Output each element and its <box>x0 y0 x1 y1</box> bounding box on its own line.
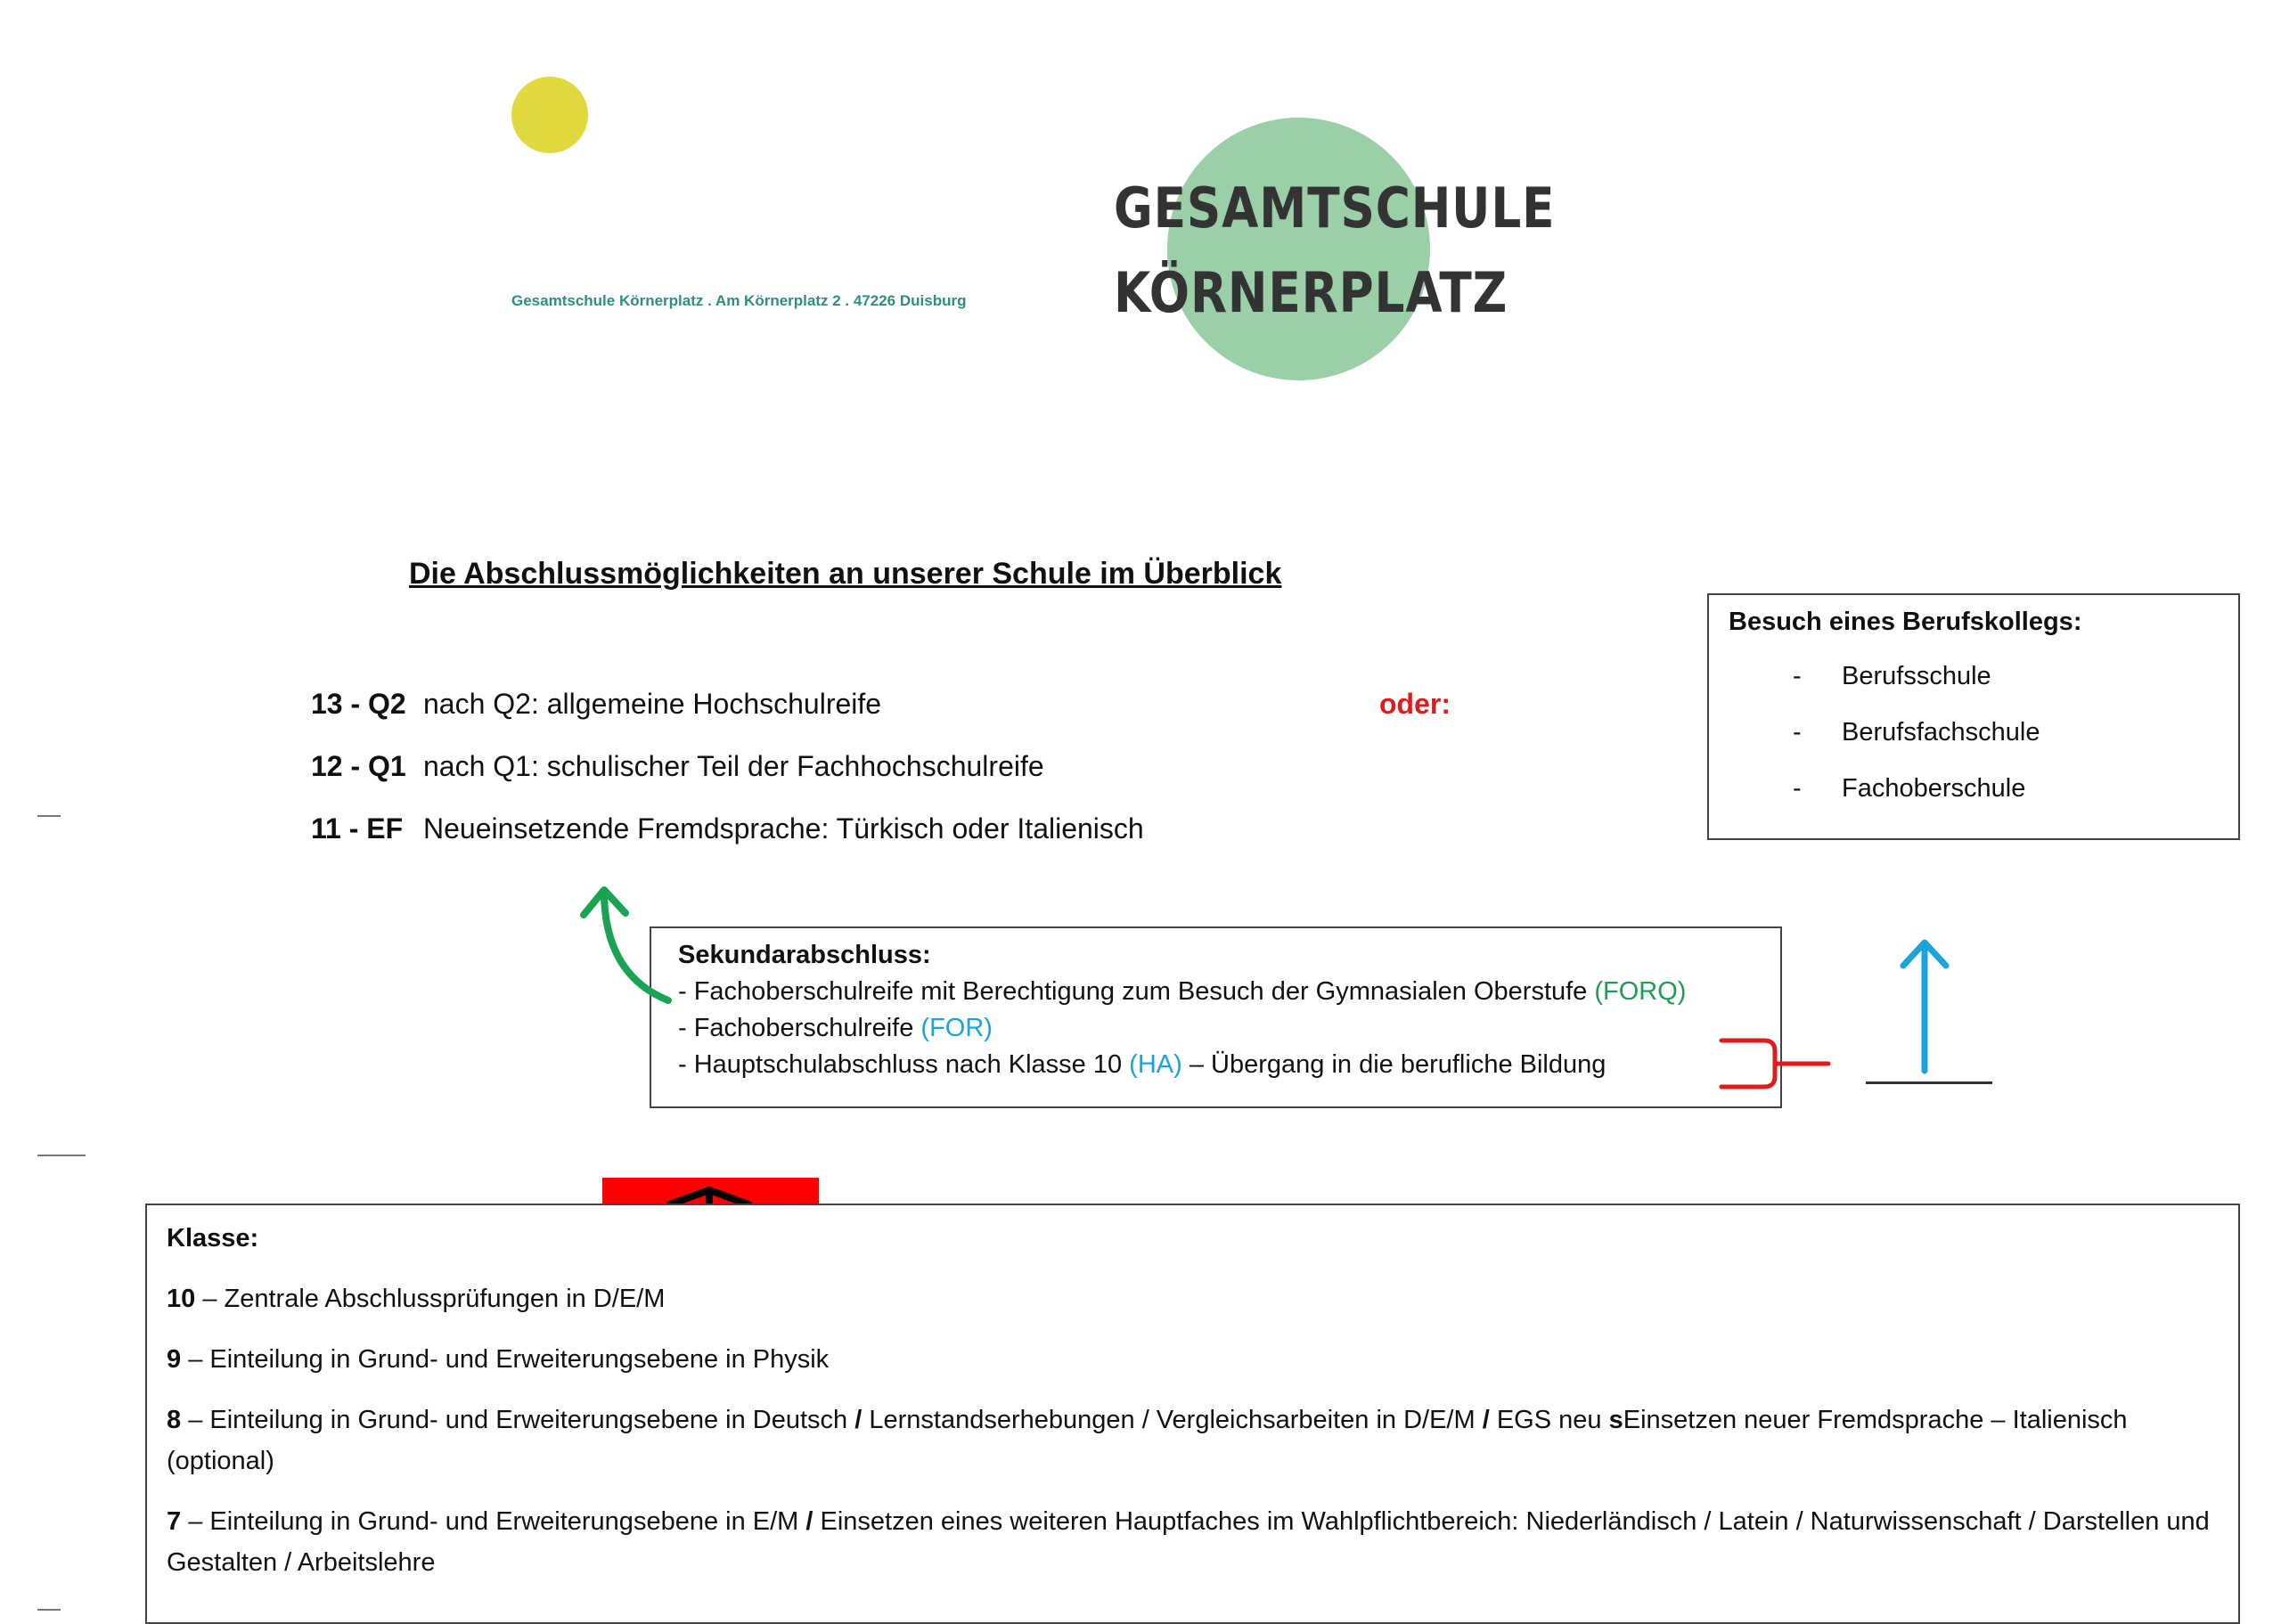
margin-mark <box>37 1155 86 1156</box>
logo-line-2: KÖRNERPLATZ <box>1114 260 1508 325</box>
klasse-text: – Einteilung in Grund- und Erweiterungsebene in E/M <box>181 1507 806 1536</box>
list-dash: - <box>1793 662 1802 690</box>
sekundar-line-text: – Übergang in die berufliche Bildung <box>1181 1050 1607 1079</box>
klasse-number: 7 <box>167 1507 182 1536</box>
sekundar-title: Sekundarabschluss: <box>678 941 931 969</box>
klasse-title: Klasse: <box>167 1224 259 1253</box>
sekundar-line-text: - Hauptschulabschluss nach Klasse 10 <box>678 1050 1130 1079</box>
klasse-bold-letter: s <box>1608 1406 1623 1434</box>
logo-line-1: GESAMTSCHULE <box>1114 175 1556 241</box>
berufskolleg-item-label: Fachoberschule <box>1842 774 2026 803</box>
list-dash: - <box>1793 718 1802 747</box>
klasse-number: 9 <box>167 1345 182 1374</box>
forq-tag: (FORQ) <box>1594 977 1687 1006</box>
green-circle <box>1167 118 1430 380</box>
berufskolleg-item-label: Berufsfachschule <box>1842 718 2040 747</box>
klasse-row-9 <box>167 1339 2219 1380</box>
sekundar-line-text: - Fachoberschulreife <box>678 1014 921 1042</box>
berufskolleg-item <box>1729 662 2219 691</box>
margin-mark <box>37 815 61 817</box>
yellow-circle <box>511 77 588 153</box>
grade-level: 11 - EF <box>311 812 404 845</box>
page-title: Die Abschlussmöglichkeiten an unserer Schule im Überblick <box>409 557 1282 591</box>
klasse-box <box>145 1204 2240 1624</box>
baseline-line <box>1866 1081 1992 1084</box>
klasse-row-7 <box>167 1501 2219 1583</box>
grade-row-13 <box>311 688 881 721</box>
klasse-text: – Zentrale Abschlussprüfungen in D/E/M <box>195 1285 666 1313</box>
berufskolleg-title: Besuch eines Berufskollegs: <box>1729 608 2082 636</box>
klasse-text: Einsetzen neuer Fremdsprache – Italienisch (optional) <box>167 1406 2128 1475</box>
berufskolleg-item <box>1729 718 2219 747</box>
klasse-separator: / <box>1482 1406 1490 1434</box>
red-brace-icon <box>1718 1033 1834 1096</box>
berufskolleg-item <box>1729 774 2219 804</box>
klasse-number: 10 <box>167 1285 196 1313</box>
grade-row-11 <box>311 812 1144 845</box>
red-rectangle <box>602 1178 819 1204</box>
berufskolleg-box <box>1707 593 2240 840</box>
grade-level: 12 - Q1 <box>311 750 406 782</box>
grade-text: nach Q2: allgemeine Hochschulreife <box>423 688 882 720</box>
green-curved-arrow-icon <box>570 877 677 1011</box>
sekundar-line-ha <box>678 1050 1754 1080</box>
grade-level: 13 - Q2 <box>311 688 406 720</box>
sekundar-line-for <box>678 1014 1754 1043</box>
list-dash: - <box>1793 774 1802 803</box>
klasse-row-10 <box>167 1278 2219 1319</box>
school-address: Gesamtschule Körnerplatz . Am Körnerplatz 2 . 47226 Duisburg <box>511 292 967 309</box>
klasse-row-8 <box>167 1400 2219 1481</box>
for-tag: (FOR) <box>920 1014 993 1042</box>
klasse-text: Einsetzen eines weiteren Hauptfaches im Wahlpflichtbereich: Niederländisch / Latein / Naturwissenschaft / Darstellen und Gestalten / Arbeitslehre <box>167 1507 2210 1577</box>
sekundar-line-forq <box>678 977 1754 1007</box>
grade-text: Neueinsetzende Fremdsprache: Türkisch oder Italienisch <box>423 812 1144 845</box>
grade-row-12 <box>311 750 1044 783</box>
ha-tag: (HA) <box>1129 1050 1182 1079</box>
sekundar-line-text: - Fachoberschulreife mit Berechtigung zum Besuch der Gymnasialen Oberstufe <box>678 977 1595 1006</box>
grade-text: nach Q1: schulischer Teil der Fachhochschulreife <box>423 750 1044 782</box>
margin-mark <box>37 1609 61 1611</box>
klasse-text: – Einteilung in Grund- und Erweiterungsebene in Physik <box>181 1345 830 1374</box>
klasse-text: – Einteilung in Grund- und Erweiterungsebene in Deutsch <box>181 1406 855 1434</box>
blue-up-arrow-icon <box>1898 935 1951 1078</box>
klasse-separator: / <box>805 1507 813 1536</box>
black-up-arrow-icon <box>602 1178 819 1204</box>
klasse-text: EGS neu <box>1489 1406 1609 1434</box>
klasse-number: 8 <box>167 1406 182 1434</box>
sekundarabschluss-box <box>650 926 1782 1108</box>
berufskolleg-item-label: Berufsschule <box>1842 662 1991 690</box>
oder-label: oder: <box>1379 688 1451 720</box>
klasse-separator: / <box>854 1406 863 1434</box>
klasse-text: Lernstandserhebungen / Vergleichsarbeiten in D/E/M <box>862 1406 1483 1434</box>
